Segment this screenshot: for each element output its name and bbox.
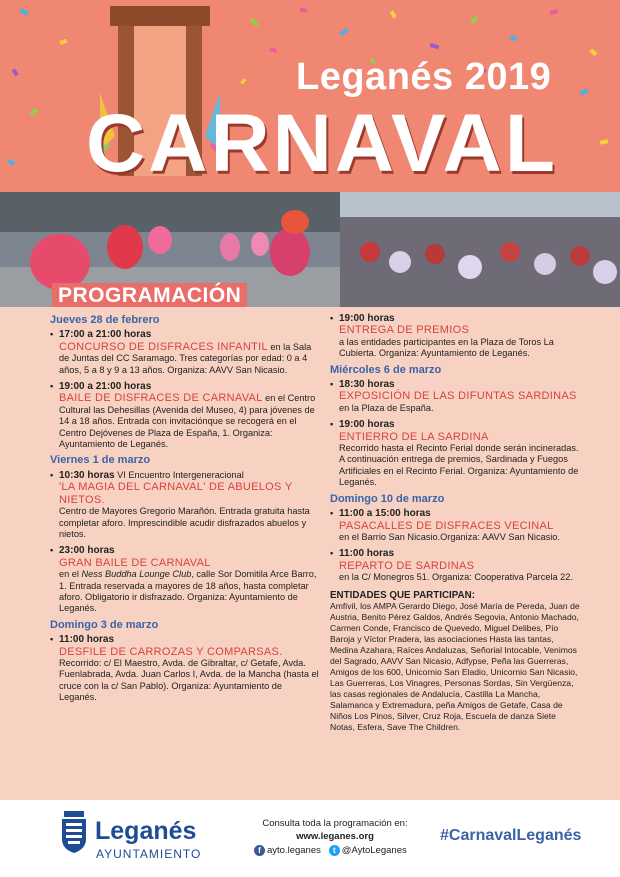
event-item [50, 634, 320, 703]
poster-header [0, 0, 620, 192]
program-content [0, 307, 620, 800]
event-item [330, 548, 580, 583]
consult-text: Consulta toda la programación en: [262, 818, 408, 829]
event-text: en la Sala de Juntas del CC Saramago. Tres categorías por edad: 0 a 4 años, 5 a 8 y 9 a 13 años. Organiza: AAVV San Nicasio. [59, 341, 312, 375]
bullet: • [50, 381, 54, 392]
event-text: en el Barrio San Nicasio.Organiza: AAVV San Nicasio. [339, 531, 560, 542]
bullet: • [50, 634, 54, 645]
hashtag: #CarnavalLeganés [440, 827, 582, 844]
entities-title: ENTIDADES QUE PARTICIPAN: [330, 589, 475, 601]
year-title: Leganés 2019 [296, 56, 552, 98]
event-item [330, 419, 580, 488]
event-item [50, 470, 320, 540]
event-venue: Ness Buddha Lounge Club [81, 569, 192, 580]
bullet: • [330, 379, 334, 390]
social-links [254, 845, 407, 856]
event-text: Centro de Mayores Gregorio Marañón. Entrada gratuita hasta completar aforo. Imprescindible acudir disfrazados abuelos y nietos. [59, 506, 310, 539]
event-item [50, 381, 320, 450]
event-time: 18:30 horas [339, 379, 395, 391]
event-text: Recorrido hasta el Recinto Ferial donde serán incineradas. A continuación entrega de premios, Sardinada y Fuegos Artificiales en el Recinto Ferial. Organiza: Ayuntamiento de Leganés. [339, 443, 579, 488]
day-heading: Domingo 3 de marzo [50, 618, 159, 631]
event-text: en la Plaza de España. [339, 402, 434, 413]
event-time: 11:00 a 15:00 horas [339, 508, 431, 520]
event-time: 11:00 horas [339, 548, 395, 560]
event-text: Recorrido: c/ El Maestro, Avda. de Gibraltar, c/ Getafe, Avda. Fuenlabrada, Avda. Juan Carlos I, Avda. de la Mancha (hasta el cruce con la c/ San Pablo). Organiza: Ayuntamiento de Leganés. [59, 657, 319, 703]
event-time: 23:00 horas [59, 545, 115, 557]
event-title: GRAN BAILE DE CARNAVAL [59, 556, 211, 569]
event-title: ENTIERRO DE LA SARDINA [339, 430, 489, 443]
event-time: 19:00 horas [339, 419, 395, 431]
event-item [330, 313, 580, 360]
section-title: PROGRAMACIÓN [52, 283, 247, 310]
event-time: 17:00 a 21:00 horas [59, 329, 152, 341]
logo-name: Leganés [95, 817, 197, 845]
event-text: en la C/ Monegros 51. Organiza: Cooperativa Parcela 22. [339, 572, 573, 583]
event-time: 19:00 horas [339, 313, 395, 324]
day-heading: Viernes 1 de marzo [50, 454, 151, 467]
event-time: 19:00 a 21:00 horas [59, 381, 152, 393]
event-title: PASACALLES DE DISFRACES VECINAL [339, 519, 554, 532]
parade-photo-right [340, 192, 620, 307]
event-title: DESFILE DE CARROZAS Y COMPARSAS. [59, 645, 283, 658]
event-title: 'LA MAGIA DEL CARNAVAL' DE ABUELOS Y NIETOS. [59, 481, 293, 506]
event-title: BAILE DE DISFRACES DE CARNAVAL [59, 392, 263, 405]
facebook-handle[interactable]: ayto.leganes [267, 845, 321, 857]
day-heading: Jueves 28 de febrero [50, 314, 160, 326]
day-heading: Miércoles 6 de marzo [330, 363, 442, 376]
day-heading: Domingo 10 de marzo [330, 492, 445, 505]
entities-text: Amfivil, los AMPA Gerardo Diego, José María de Pereda, Juan de Austria, Benito Pérez Galdos, Andrés Segovia, Antonio Machado, Carmen Conde, Francisco de Quevedo, Miguel Delibes, Pío Baroja y Víctor Pradera, las asociaciones Hasta las tantas, Medina Azahara, Raíces Andaluzas, Señorial Intocable, Venimos del Sagrado, AAVV San Nicasio, Adfypse, Peña las Guerreras, Amigos de los 600, Unicornio San Eladio, Unicornio San Nicasio, Las Guerreras, Los Vinagres, Personas Sordas, Sin Vergüenza, las casas regionales de Andalucía, Castilla La Mancha, Salamanca y Extremadura, peña Amigos de Getafe, Casa de Niños Los Pinos, Silver, Cruz Roja, Escuela de danza Siete Notas, Esfera, Save The Children. [330, 600, 580, 732]
left-column [50, 313, 320, 709]
event-title: EXPOSICIÓN DE LAS DIFUNTAS SARDINAS [339, 390, 577, 403]
event-pretext: en el [59, 569, 82, 580]
bullet: • [330, 548, 334, 559]
twitter-icon[interactable]: t [329, 845, 340, 856]
main-title: CARNAVAL [86, 98, 558, 189]
facebook-icon[interactable]: f [254, 845, 265, 856]
event-time: 10:30 horas [59, 469, 115, 481]
poster-footer [0, 800, 620, 877]
logo-subtitle: AYUNTAMIENTO [96, 847, 202, 861]
event-text: , calle Sor Domitila Arce Barro, 1. Entrada reservada a mayores de 18 años, hasta completar aforo. Obligatorio ir disfrazado. Organiza: Ayuntamiento de Leganés. [59, 569, 317, 614]
event-text: a las entidades participantes en la Plaza de Toros La Cubierta. Organiza: Ayuntamiento de Leganés. [339, 336, 554, 359]
bullet: • [50, 469, 54, 480]
event-item [330, 508, 580, 543]
event-title: REPARTO DE SARDINAS [339, 559, 475, 572]
event-item [50, 545, 320, 614]
website-link[interactable]: www.leganes.org [296, 831, 374, 842]
bullet: • [50, 329, 54, 340]
event-pretext: VI Encuentro Intergeneracional [114, 469, 244, 480]
right-column [330, 313, 580, 733]
bullet: • [50, 545, 54, 556]
event-time: 11:00 horas [59, 634, 115, 646]
twitter-handle[interactable]: @AytoLeganes [341, 845, 407, 857]
event-title: CONCURSO DE DISFRACES INFANTIL [59, 340, 268, 353]
leganes-shield-icon [60, 811, 88, 853]
bullet: • [330, 508, 334, 519]
bullet: • [330, 419, 334, 430]
event-item [330, 379, 580, 414]
event-item [50, 329, 320, 376]
bullet: • [330, 313, 334, 323]
event-title: ENTREGA DE PREMIOS [339, 324, 470, 337]
event-text: en el Centro Cultural las Dehesillas (Avenida del Museo, 4) para jóvenes de 14 a 18 años. Entrada con invitaciónque se recogerá en el Centro Dejóvenes de Plaza de España, 1. Organiza: Ayuntamiento de Leganés. [59, 393, 316, 450]
